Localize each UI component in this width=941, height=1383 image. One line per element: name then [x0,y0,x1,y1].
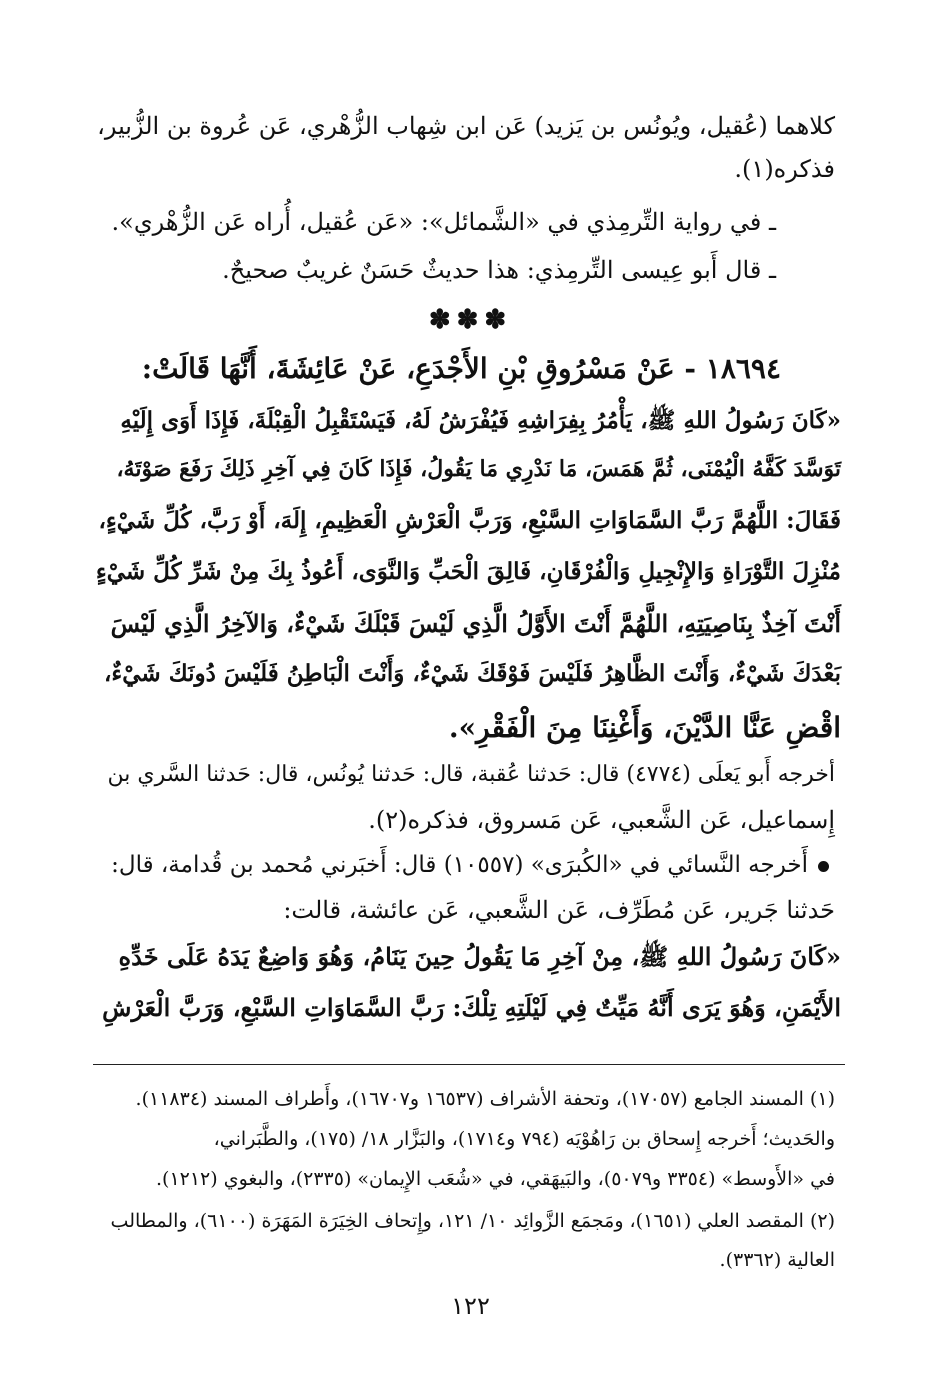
hadith-header: ١٨٦٩٤ - عَنْ مَسْرُوقِ بْنِ الأَجْدَعِ، عَنْ عَائِشَةَ، أَنَّهَا قَالَتْ: [141,352,781,385]
footnote-line-2: والحَديث؛ أَخرجه إِسحاق بن رَاهُوْيَه (٧٩٤ و١٧١٤)، والبَزَّار ١٨/ (١٧٥)، والطَّبَراني، [213,1128,835,1150]
takhrij-2-line-1-text: أَخرجه النَّسائي في «الكُبرَى» (١٠٥٥٧) قال: أَخبَرني مُحمد بن قُدامة، قال: [111,852,808,878]
hadith-line-3: فَقَالَ: اللَّهُمَّ رَبَّ السَّمَاوَاتِ السَّبْعِ، وَرَبَّ الْعَرْشِ الْعَظِيمِ، إِلَهَ، أَوْ رَبَّ، كُلِّ شَيْءٍ، [98,507,841,534]
hadith2-line-1: «كَانَ رَسُولُ اللهِ ﷺ، مِنْ آخِرِ مَا يَقُولُ حِينَ يَنَامُ، وَهُوَ وَاضِعٌ يَدَهُ عَلَى خَدِّهِ [118,942,841,971]
hadith-line-5: أَنْتَ آخِذٌ بِنَاصِيَتِهِ، اللَّهُمَّ أَنْتَ الأَوَّلُ الَّذِي لَيْسَ قَبْلَكَ شَيْءٌ، وَالآخِرُ الَّذِي لَيْسَ [110,609,841,638]
footnote-line-4: (٢) المقصد العلي (١٦٥١)، ومَجمَع الزَّوائِد ١٠/ ١٢١، وإِتحاف الخِيَرَة المَهَرَة (٦١٠٠)، والمطالب [110,1210,835,1232]
hadith-line-1: «كَانَ رَسُولُ اللهِ ﷺ، يَأْمُرُ بِفِرَاشِهِ فَيُفْرَشُ لَهُ، فَيَسْتَقْبِلُ الْقِبْلَةَ، فَإِذَا أَوَى إِلَيْهِ [120,407,841,434]
takhrij-1-line-2: إِسماعيل، عَن الشَّعبي، عَن مَسروق، فذكره(٢). [368,806,835,834]
hadith-line-7: اقْضِ عَنَّا الدَّيْنَ، وَأَغْنِنَا مِنَ الْفَقْرِ». [448,711,841,744]
hadith2-line-2: الأَيْمَنِ، وَهُوَ يَرَى أَنَّهُ مَيِّتٌ فِي لَيْلَتِهِ تِلْكَ: رَبَّ السَّمَاوَاتِ السَّبْعِ، وَرَبَّ الْعَرْشِ [102,993,841,1022]
takhrij-1-line-1: أخرجه أَبو يَعلَى (٤٧٧٤) قال: حَدثنا عُقبة، قال: حَدثنا يُونُس، قال: حَدثنا السَّري بن [107,762,835,787]
footnote-divider [93,1064,845,1065]
takhrij-2-line-1 [111,852,829,878]
intro-line-2: فذكره(١). [734,155,835,183]
footnote-line-5: العالية (٣٣٦٢). [719,1249,835,1271]
intro-line-1: كلاهما (عُقيل، ويُونُس بن يَزيد) عَن ابن شِهاب الزُّهْري، عَن عُروة بن الزُّبير، [97,112,835,140]
takhrij-2-line-2: حَدثنا جَرير، عَن مُطَرِّف، عَن الشَّعبي، عَن عائشة، قالت: [283,896,835,924]
hadith-line-4: مُنْزِلَ التَّوْرَاةِ وَالإِنْجِيلِ وَالْفُرْقَانِ، فَالِقَ الْحَبِّ وَالنَّوَى، أَعُوذُ بِكَ مِنْ شَرِّ كُلِّ شَيْءٍ [95,558,841,585]
page-number: ١٢٢ [451,1292,490,1320]
footnote-line-3: في «الأَوسط» (٣٣٥٤ و٥٠٧٩)، والبَيهَقي، في «شُعَب الإِيمان» (٢٣٣٥)، والبغوي (١٢١٢). [155,1168,835,1190]
note-line-1: ـ في رواية التِّرمِذي في «الشَّمائل»: «عَن عُقيل، أُراه عَن الزُّهْري». [111,208,776,236]
section-divider: ✽✽✽ [428,305,513,335]
hadith-line-6: بَعْدَكَ شَيْءٌ، وَأَنْتَ الظَّاهِرُ فَلَيْسَ فَوْقَكَ شَيْءٌ، وَأَنْتَ الْبَاطِنُ فَلَيْسَ دُونَكَ شَيْءٌ، [104,660,841,687]
bullet-icon [818,861,829,872]
footnote-line-1: (١) المسند الجامع (١٧٠٥٧)، وتحفة الأشراف (١٦٥٣٧ و١٦٧٠٧)، وأَطراف المسند (١١٨٣٤). [135,1088,835,1110]
note-line-2: ـ قال أَبو عِيسى التِّرمِذي: هذا حديثٌ حَسَنٌ غريبٌ صحيحٌ. [222,256,776,284]
hadith-line-2: تَوَسَّدَ كَفَّهُ الْيُمْنَى، ثُمَّ هَمَسَ، مَا نَدْرِي مَا يَقُولُ، فَإِذَا كَانَ فِي آخِرِ ذَلِكَ رَفَعَ صَوْتَهُ، [116,456,841,482]
